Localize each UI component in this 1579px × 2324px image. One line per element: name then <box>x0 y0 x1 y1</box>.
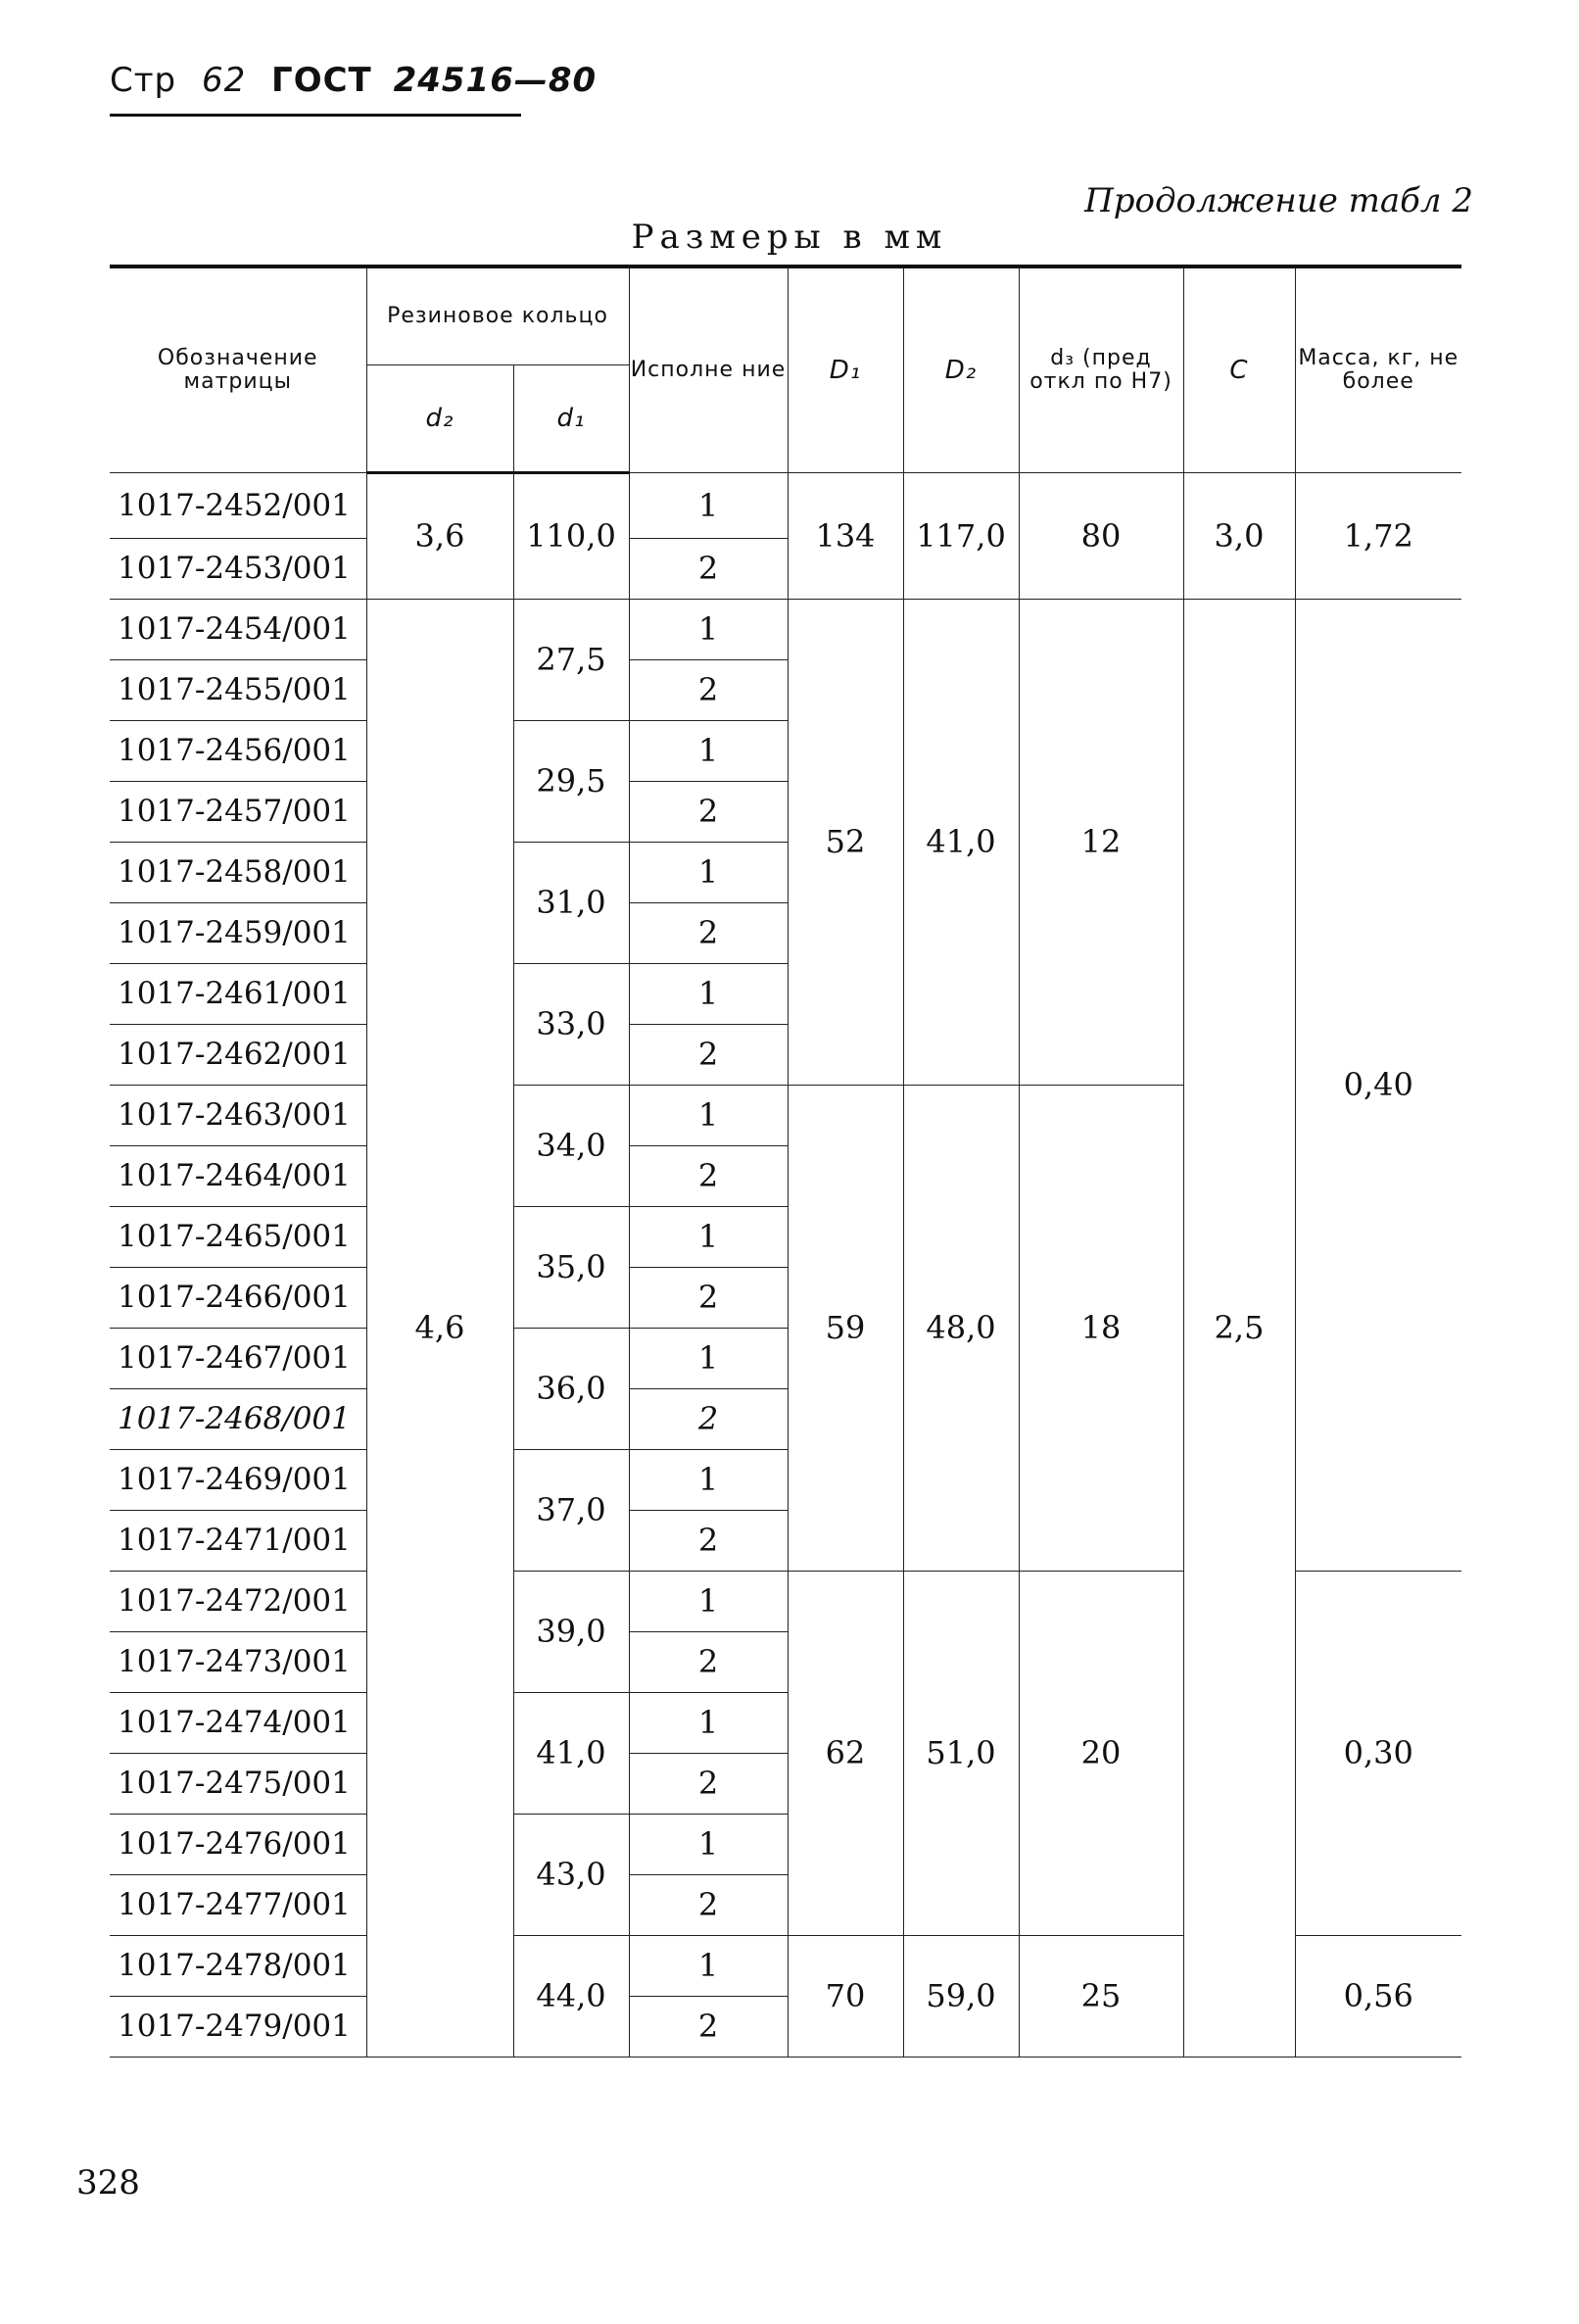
header-rule <box>110 114 521 117</box>
cell-d3: 20 <box>1019 1571 1183 1935</box>
cell-d1: 33,0 <box>513 963 629 1085</box>
cell-mark: 1017-2477/001 <box>110 1874 366 1935</box>
cell-version: 1 <box>629 1206 788 1267</box>
cell-version: 2 <box>629 1145 788 1206</box>
cell-D2: 117,0 <box>903 472 1019 599</box>
cell-d3: 25 <box>1019 1935 1183 2057</box>
table-row <box>110 472 1461 538</box>
cell-version: 2 <box>629 902 788 963</box>
cell-version: 1 <box>629 842 788 902</box>
cell-d3: 18 <box>1019 1085 1183 1571</box>
cell-d1: 29,5 <box>513 720 629 842</box>
cell-mark: 1017-2468/001 <box>110 1388 366 1449</box>
cell-d1: 43,0 <box>513 1814 629 1935</box>
cell-version: 1 <box>629 720 788 781</box>
cell-C: 2,5 <box>1183 599 1295 2057</box>
cell-mark: 1017-2474/001 <box>110 1692 366 1753</box>
cell-mark: 1017-2471/001 <box>110 1510 366 1571</box>
cell-version: 1 <box>629 599 788 659</box>
cell-mark: 1017-2463/001 <box>110 1085 366 1145</box>
cell-D1: 70 <box>788 1935 903 2057</box>
header-D2: D₂ <box>903 266 1019 472</box>
cell-version: 1 <box>629 963 788 1024</box>
cell-mark: 1017-2469/001 <box>110 1449 366 1510</box>
table-continuation-note: Продолжение табл 2 <box>1084 181 1473 220</box>
cell-D1: 59 <box>788 1085 903 1571</box>
header-d3: d₃ (пред откл по Н7) <box>1019 266 1183 472</box>
cell-mark: 1017-2476/001 <box>110 1814 366 1874</box>
cell-version: 1 <box>629 1571 788 1631</box>
cell-D1: 62 <box>788 1571 903 1935</box>
cell-mark: 1017-2455/001 <box>110 659 366 720</box>
header-D1: D₁ <box>788 266 903 472</box>
cell-version: 2 <box>629 1631 788 1692</box>
cell-version: 2 <box>629 1874 788 1935</box>
cell-mass: 0,56 <box>1295 1935 1461 2057</box>
standard-label: ГОСТ <box>271 61 372 100</box>
cell-mark: 1017-2457/001 <box>110 781 366 842</box>
cell-d1: 44,0 <box>513 1935 629 2057</box>
table-row <box>110 599 1461 659</box>
cell-version: 1 <box>629 1814 788 1874</box>
cell-mark: 1017-2467/001 <box>110 1328 366 1388</box>
header-mass: Масса, кг, не более <box>1295 266 1461 472</box>
cell-d2: 4,6 <box>366 599 513 2057</box>
cell-mark: 1017-2479/001 <box>110 1996 366 2057</box>
cell-mark: 1017-2459/001 <box>110 902 366 963</box>
cell-mark: 1017-2475/001 <box>110 1753 366 1814</box>
cell-version: 1 <box>629 472 788 538</box>
cell-d1: 110,0 <box>513 472 629 599</box>
cell-version: 2 <box>629 1996 788 2057</box>
cell-mark: 1017-2478/001 <box>110 1935 366 1996</box>
cell-version: 2 <box>629 1510 788 1571</box>
cell-d1: 27,5 <box>513 599 629 720</box>
cell-d1: 35,0 <box>513 1206 629 1328</box>
cell-D2: 51,0 <box>903 1571 1019 1935</box>
cell-mark: 1017-2473/001 <box>110 1631 366 1692</box>
cell-version: 2 <box>629 1267 788 1328</box>
header-designation: Обозначение матрицы <box>110 266 366 472</box>
cell-version: 2 <box>629 659 788 720</box>
cell-d3: 12 <box>1019 599 1183 1085</box>
cell-mark: 1017-2462/001 <box>110 1024 366 1085</box>
cell-mark: 1017-2465/001 <box>110 1206 366 1267</box>
cell-C: 3,0 <box>1183 472 1295 599</box>
matrix-table <box>110 265 1461 2058</box>
cell-D2: 48,0 <box>903 1085 1019 1571</box>
page-number: 328 <box>76 2163 140 2203</box>
cell-version: 1 <box>629 1085 788 1145</box>
page-number-top: 62 <box>201 61 247 100</box>
cell-mark: 1017-2466/001 <box>110 1267 366 1328</box>
header-version: Исполне ние <box>629 266 788 472</box>
cell-version: 2 <box>629 1024 788 1085</box>
cell-d1: 36,0 <box>513 1328 629 1449</box>
cell-mark: 1017-2464/001 <box>110 1145 366 1206</box>
cell-version: 2 <box>629 1388 788 1449</box>
cell-D2: 59,0 <box>903 1935 1019 2057</box>
cell-mass: 1,72 <box>1295 472 1461 599</box>
page-prefix: Стр <box>110 61 177 100</box>
header-d1: d₁ <box>513 364 629 472</box>
cell-d1: 39,0 <box>513 1571 629 1692</box>
cell-d1: 41,0 <box>513 1692 629 1814</box>
cell-d1: 37,0 <box>513 1449 629 1571</box>
cell-version: 2 <box>629 781 788 842</box>
header-d2: d₂ <box>366 364 513 472</box>
cell-mark: 1017-2461/001 <box>110 963 366 1024</box>
cell-mark: 1017-2454/001 <box>110 599 366 659</box>
page-header <box>110 61 597 100</box>
cell-d1: 34,0 <box>513 1085 629 1206</box>
cell-version: 2 <box>629 538 788 599</box>
cell-d3: 80 <box>1019 472 1183 599</box>
cell-version: 1 <box>629 1449 788 1510</box>
cell-D2: 41,0 <box>903 599 1019 1085</box>
cell-D1: 134 <box>788 472 903 599</box>
cell-D1: 52 <box>788 599 903 1085</box>
cell-version: 1 <box>629 1692 788 1753</box>
sizes-caption: Размеры в мм <box>631 218 948 257</box>
cell-mark: 1017-2458/001 <box>110 842 366 902</box>
cell-mass: 0,40 <box>1295 599 1461 1571</box>
cell-version: 1 <box>629 1328 788 1388</box>
cell-mark: 1017-2452/001 <box>110 472 366 538</box>
cell-mark: 1017-2453/001 <box>110 538 366 599</box>
cell-d2: 3,6 <box>366 472 513 599</box>
header-rubber-ring: Резиновое кольцо <box>366 266 629 364</box>
cell-mark: 1017-2456/001 <box>110 720 366 781</box>
cell-mark: 1017-2472/001 <box>110 1571 366 1631</box>
cell-version: 2 <box>629 1753 788 1814</box>
cell-d1: 31,0 <box>513 842 629 963</box>
cell-mass: 0,30 <box>1295 1571 1461 1935</box>
cell-version: 1 <box>629 1935 788 1996</box>
header-C: C <box>1183 266 1295 472</box>
standard-number: 24516—80 <box>393 61 598 100</box>
